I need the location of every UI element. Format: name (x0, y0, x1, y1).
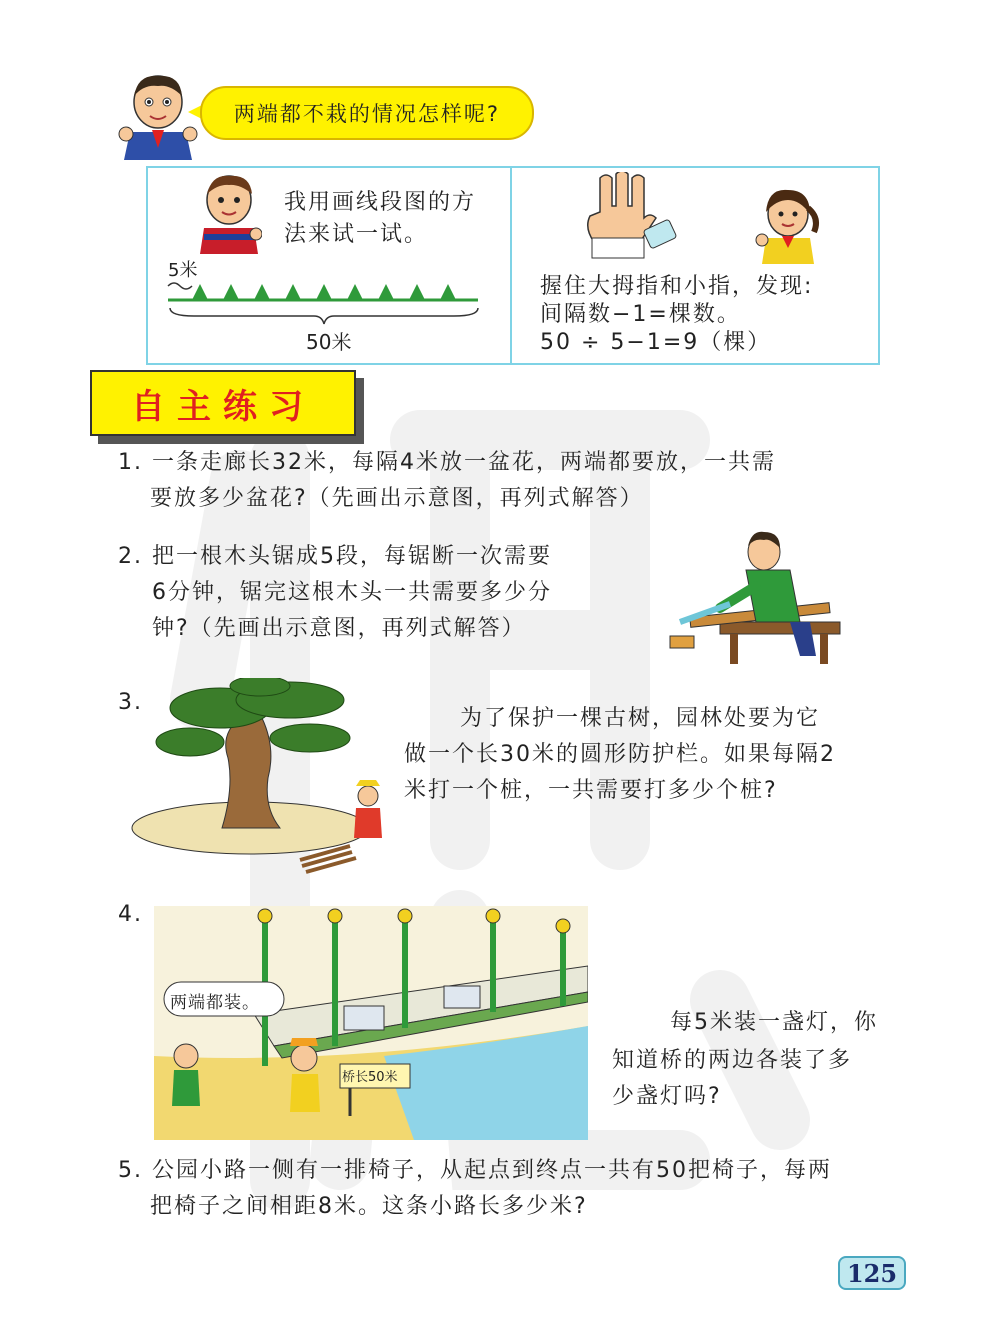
exercise-1-line-2: 要放多少盆花?（先画出示意图，再列式解答） (150, 486, 644, 511)
exercise-4-line-2: 知道桥的两边各装了多 (612, 1048, 853, 1073)
exercise-5-line-2: 把椅子之间相距8米。这条小路长多少米? (150, 1194, 588, 1219)
method-text-line-2: 法来试一试。 (284, 222, 429, 247)
boy-sawing-wood-illustration (660, 526, 850, 666)
ancient-tree-illustration (130, 678, 400, 874)
exercise-3-line-2: 做一个长30米的圆形防护栏。如果每隔2 (404, 742, 836, 767)
boy-character-icon (118, 72, 198, 162)
exercise-3-line-3: 米打一个桩，一共需要打多少个桩? (404, 778, 778, 803)
finding-text-line-2: 间隔数−1=棵数。 (540, 302, 741, 327)
speech-bubble: 两端都不栽的情况怎样呢? (200, 86, 534, 140)
finding-text-line-1: 握住大拇指和小指，发现: (540, 274, 814, 299)
exercise-2-line-3: 钟?（先画出示意图，再列式解答） (152, 616, 526, 641)
boy-thinking-icon (196, 174, 262, 254)
bridge-lamps-illustration (154, 906, 588, 1140)
exercise-2-line-1: 2. 把一根木头锯成5段，每锯断一次需要 (118, 544, 552, 569)
info-box-divider (510, 166, 512, 363)
exercise-2-line-2: 6分钟，锯完这根木头一共需要多少分 (152, 580, 552, 605)
exercise-3-line-1: 为了保护一棵古树，园林处要为它 (460, 706, 821, 731)
segment-tree-diagram (164, 272, 484, 326)
exercise-4-speech-bubble: 两端都装。 (170, 993, 260, 1013)
exercise-3-number: 3. (118, 690, 143, 715)
exercise-5-line-1: 5. 公园小路一侧有一排椅子，从起点到终点一共有50把椅子，每两 (118, 1158, 832, 1183)
exercise-1-line-1: 1. 一条走廊长32米，每隔4米放一盆花，两端都要放，一共需 (118, 450, 776, 475)
finding-text-line-3: 50 ÷ 5−1=9（棵） (540, 330, 772, 355)
page-number: 125 (838, 1256, 906, 1290)
bridge-sign-text: 桥长50米 (342, 1070, 398, 1085)
exercise-4-line-1: 每5米装一盏灯，你 (670, 1010, 878, 1035)
girl-character-icon (752, 188, 822, 264)
exercise-4-number: 4. (118, 902, 143, 927)
hand-gesture-icon (570, 172, 680, 262)
section-title-practice: 自主练习 (90, 370, 356, 436)
segment-label-5m: 5米 (168, 260, 198, 281)
exercise-4-line-3: 少盏灯吗? (612, 1084, 722, 1109)
method-text-line-1: 我用画线段图的方 (284, 190, 477, 215)
segment-label-50m: 50米 (306, 330, 352, 354)
